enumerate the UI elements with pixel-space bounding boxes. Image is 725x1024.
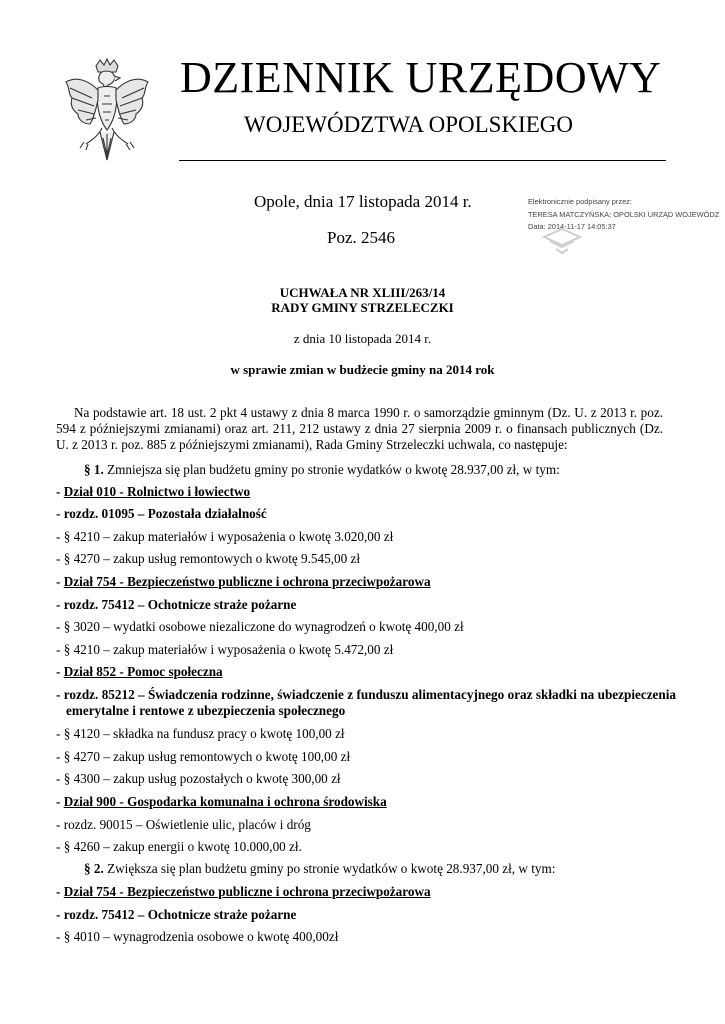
paragraph-1-mark: § 1. <box>84 462 104 477</box>
item-4210-b: - § 4210 – zakup materiałów i wyposażenia o kwotę 5.472,00 zł <box>56 642 394 657</box>
item-4270-a: - § 4270 – zakup usług remontowych o kwotę 9.545,00 zł <box>56 551 360 566</box>
item-3020: - § 3020 – wydatki osobowe niezaliczone do wynagrodzeń o kwotę 400,00 zł <box>56 619 464 634</box>
section-010: - Dział 010 - Rolnictwo i łowiectwo <box>56 484 251 499</box>
chapter-75412: - rozdz. 75412 – Ochotnicze straże pożarne <box>56 597 297 612</box>
eagle-emblem <box>62 58 152 170</box>
paragraph-2 <box>84 861 555 877</box>
paragraph-2-mark: § 2. <box>84 861 104 876</box>
signature-date: Data: 2014-11-17 14:05:37 <box>528 222 616 231</box>
section-900-label: Dział 900 - Gospodarka komunalna i ochrona środowiska <box>63 794 387 809</box>
resolution-date: z dnia 10 listopada 2014 r. <box>293 331 432 346</box>
journal-subtitle: WOJEWÓDZTWA OPOLSKIEGO <box>244 112 573 137</box>
item-4010: - § 4010 – wynagrodzenia osobowe o kwotę 400,00zł <box>56 929 339 944</box>
signature-signer: TERESA MATCZYŃSKA; OPOLSKI URZĄD WOJEWÓDZ <box>528 210 720 219</box>
electronic-signature <box>528 197 720 259</box>
paragraph-2-text: Zwiększa się plan budżetu gminy po stronie wydatków o kwotę 28.937,00 zł, w tym: <box>103 861 556 876</box>
resolution-number: UCHWAŁA NR XLIII/263/14 <box>279 285 446 300</box>
publication-date: Opole, dnia 17 listopada 2014 r. <box>254 192 472 211</box>
journal-title: DZIENNIK URZĘDOWY <box>180 53 662 102</box>
section-754-label: Dział 754 - Bezpieczeństwo publiczne i ochrona przeciwpożarowa <box>63 574 431 589</box>
chapter-01095: - rozdz. 01095 – Pozostała działalność <box>56 506 267 521</box>
position-number: Poz. 2546 <box>327 228 395 247</box>
section-754-increase: - Dział 754 - Bezpieczeństwo publiczne i ochrona przeciwpożarowa <box>56 884 431 899</box>
section-754: - Dział 754 - Bezpieczeństwo publiczne i ochrona przeciwpożarowa <box>56 574 431 589</box>
paragraph-1-text: Zmniejsza się plan budżetu gminy po stronie wydatków o kwotę 28.937,00 zł, w tym: <box>103 462 560 477</box>
section-010-label: Dział 010 - Rolnictwo i łowiectwo <box>63 484 251 499</box>
chapter-85212: - rozdz. 85212 – Świadczenia rodzinne, świadczenie z funduszu alimentacyjnego oraz składki na ubezpieczenia emerytalne i rentowe z ubezpieczenia społecznego <box>56 687 676 719</box>
chapter-75412-increase: - rozdz. 75412 – Ochotnicze straże pożarne <box>56 907 297 922</box>
header-divider <box>179 160 666 161</box>
section-754-increase-label: Dział 754 - Bezpieczeństwo publiczne i ochrona przeciwpożarowa <box>63 884 431 899</box>
item-4260: - § 4260 – zakup energii o kwotę 10.000,00 zł. <box>56 839 302 854</box>
item-4210-a: - § 4210 – zakup materiałów i wyposażenia o kwotę 3.020,00 zł <box>56 529 394 544</box>
resolution-subject: w sprawie zmian w budżecie gminy na 2014 rok <box>230 362 495 377</box>
preamble: Na podstawie art. 18 ust. 2 pkt 4 ustawy z dnia 8 marca 1990 r. o samorządzie gminnym (Dz. U. z 2013 r. poz. 594 z późniejszymi zmianami) oraz art. 211, 212 ustawy z dnia 27 sierpnia 2009 r. o finansach publicznych (Dz. U. z 2013 r. poz. 885 z późniejszymi zmianami), Rada Gminy Strzeleczki uchwala, co następuje: <box>56 405 663 453</box>
section-900: - Dział 900 - Gospodarka komunalna i ochrona środowiska <box>56 794 387 809</box>
item-4120: - § 4120 – składka na fundusz pracy o kwotę 100,00 zł <box>56 726 345 741</box>
section-852: - Dział 852 - Pomoc społeczna <box>56 664 223 679</box>
signature-seal-icon <box>540 227 584 257</box>
item-4300: - § 4300 – zakup usług pozostałych o kwotę 300,00 zł <box>56 771 341 786</box>
item-4270-b: - § 4270 – zakup usług remontowych o kwotę 100,00 zł <box>56 749 351 764</box>
chapter-90015: - rozdz. 90015 – Oświetlenie ulic, placów i dróg <box>56 817 311 832</box>
signature-label: Elektronicznie podpisany przez: <box>528 197 632 206</box>
paragraph-1 <box>84 462 560 478</box>
section-852-label: Dział 852 - Pomoc społeczna <box>63 664 223 679</box>
resolution-council: RADY GMINY STRZELECZKI <box>271 300 454 315</box>
